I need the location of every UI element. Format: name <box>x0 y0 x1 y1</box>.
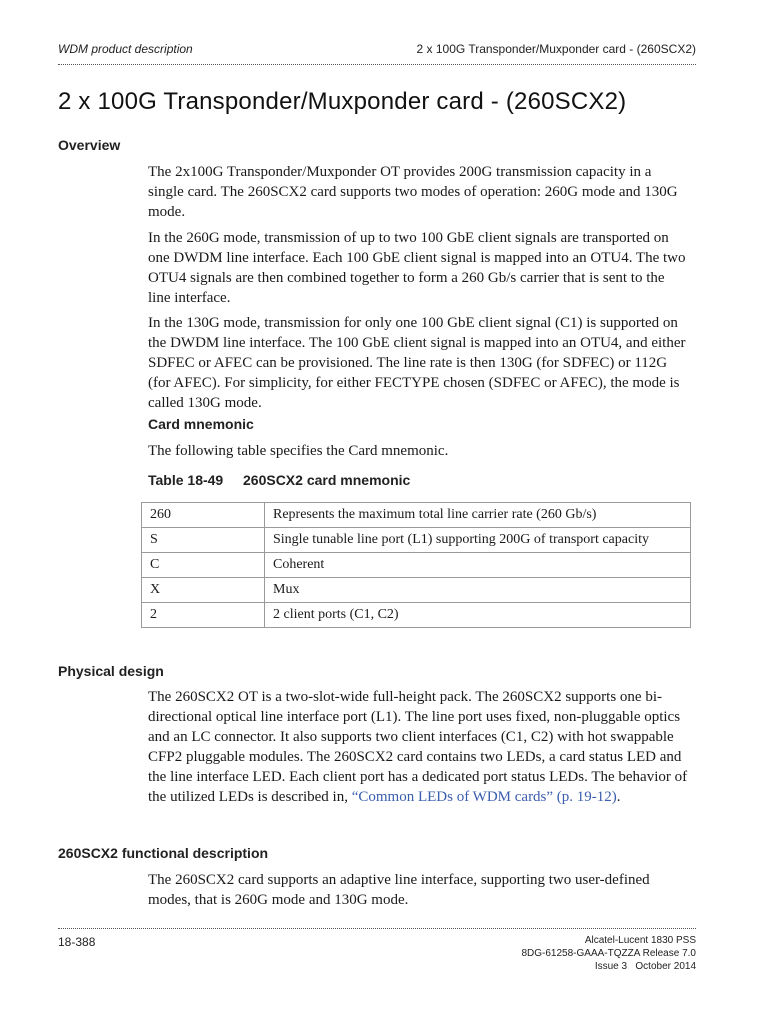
table-cell-code: C <box>142 553 265 578</box>
page-title: 2 x 100G Transponder/Muxponder card - (260SCX2) <box>58 88 627 115</box>
table-title: 260SCX2 card mnemonic <box>243 472 411 488</box>
page-number: 18-388 <box>58 935 96 949</box>
table-cell-description: Represents the maximum total line carrier rate (260 Gb/s) <box>265 503 691 528</box>
table-cell-description: Coherent <box>265 553 691 578</box>
physical-design-heading: Physical design <box>58 663 164 679</box>
overview-heading: Overview <box>58 137 121 153</box>
header-right: 2 x 100G Transponder/Muxponder card - (260SCX2) <box>416 42 696 56</box>
table-cell-code: 260 <box>142 503 265 528</box>
mnemonic-table <box>141 502 691 628</box>
overview-paragraph-2: In the 260G mode, transmission of up to two 100 GbE client signals are transported on one DWDM line interface. Each 100 GbE client signal is mapped into an OTU4. The two OTU4 signals are then combined together to form a 260 Gb/s carrier that is sent to the line interface. <box>148 230 686 306</box>
overview-paragraph-1: The 2x100G Transponder/Muxponder OT provides 200G transmission capacity in a single card. The 260SCX2 card supports two modes of operation: 260G mode and 130G mode. <box>148 164 678 220</box>
table-row <box>142 528 691 553</box>
header-left: WDM product description <box>58 42 193 56</box>
physical-design-tail: . <box>616 789 621 805</box>
table-cell-description: 2 client ports (C1, C2) <box>265 603 691 628</box>
overview-paragraph-3: In the 130G mode, transmission for only one 100 GbE client signal (C1) is supported on the DWDM line interface. The 100 GbE client signal is mapped into an OTU4, and either SDFEC or AFEC can be provisioned. The line rate is then 130G (for SDFEC) or 112G (for AFEC). For simplicity, for either FECTYPE chosen (SDFEC or AFEC), the mode is called 130G mode. <box>148 315 686 411</box>
table-row <box>142 603 691 628</box>
footer-product: Alcatel-Lucent 1830 PSS <box>584 935 696 946</box>
header-divider <box>58 64 696 65</box>
table-cell-code: S <box>142 528 265 553</box>
footer-divider <box>58 928 696 929</box>
functional-description-heading: 260SCX2 functional description <box>58 845 269 861</box>
functional-description-paragraph: The 260SCX2 card supports an adaptive line interface, supporting two user-defined modes, that is 260G mode and 130G mode. <box>148 872 650 908</box>
table-cell-description: Single tunable line port (L1) supporting 200G of transport capacity <box>265 528 691 553</box>
table-row <box>142 553 691 578</box>
table-row <box>142 503 691 528</box>
footer-info <box>521 934 696 973</box>
card-mnemonic-heading: Card mnemonic <box>148 416 254 432</box>
card-mnemonic-intro: The following table specifies the Card mnemonic. <box>148 443 449 459</box>
physical-design-paragraph <box>148 687 688 807</box>
table-caption <box>148 472 410 488</box>
table-number: Table 18-49 <box>148 472 224 488</box>
footer-doc-id: 8DG-61258-GAAA-TQZZA Release 7.0 <box>521 948 696 959</box>
table-cell-description: Mux <box>265 578 691 603</box>
footer-issue: Issue 3 October 2014 <box>594 961 696 972</box>
table-cell-code: 2 <box>142 603 265 628</box>
common-leds-link[interactable]: “Common LEDs of WDM cards” (p. 19-12) <box>351 789 617 805</box>
physical-design-text: The 260SCX2 OT is a two-slot-wide full-height pack. The 260SCX2 supports one bi-directional optical line interface port (L1). The line port uses fixed, non-pluggable optics and an LC connector. It also supports two client interfaces (C1, C2) with hot swappable CFP2 pluggable modules. The 260SCX2 card contains two LEDs, a card status LED and the line interface LED. Each client port has a dedicated port status LEDs. The behavior of the utilized LEDs is described in, <box>148 689 688 805</box>
table-cell-code: X <box>142 578 265 603</box>
table-row <box>142 578 691 603</box>
